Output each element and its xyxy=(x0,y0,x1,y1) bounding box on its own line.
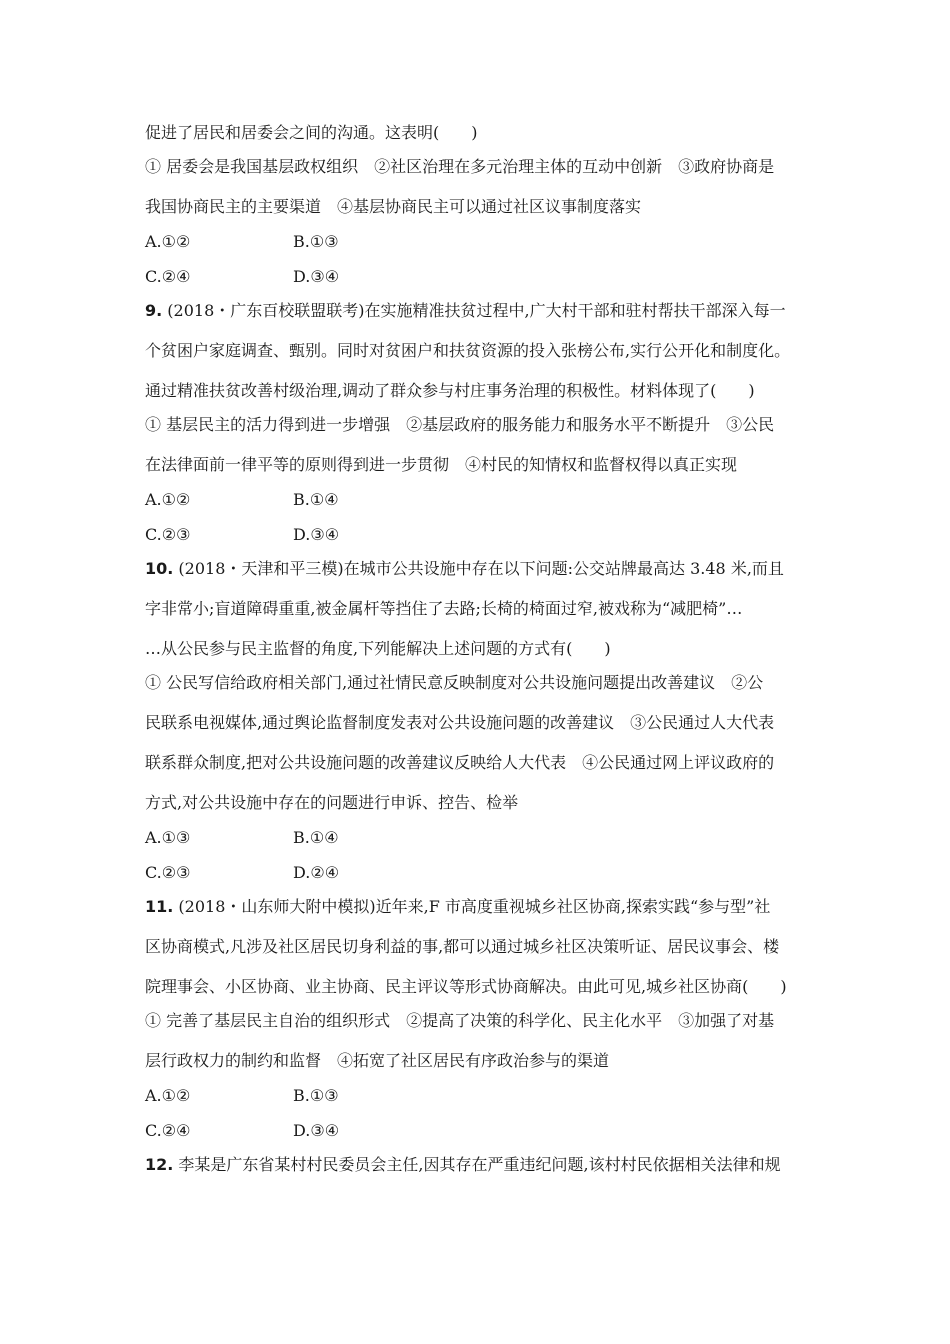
q9-number: 9. xyxy=(145,301,163,320)
q9-stem-line-3: 通过精准扶贫改善村级治理,调动了群众参与村庄事务治理的积极性。材料体现了( ) xyxy=(145,381,755,400)
q9-statements-line-2: 在法律面前一律平等的原则得到进一步贯彻 ④村民的知情权和监督权得以真正实现 xyxy=(145,455,738,474)
q8-statements-line-1: ① 居委会是我国基层政权组织 ②社区治理在多元治理主体的互动中创新 ③政府协商是 xyxy=(145,157,775,176)
q9-option-c[interactable]: C.②③ xyxy=(145,525,191,544)
q8-option-d[interactable]: D.③④ xyxy=(293,267,340,286)
q10-option-c[interactable]: C.②③ xyxy=(145,863,191,882)
q10-option-b[interactable]: B.①④ xyxy=(293,828,339,847)
q10-statements-line-3: 联系群众制度,把对公共设施问题的改善建议反映给人大代表 ④公民通过网上评议政府的 xyxy=(145,753,775,772)
q10-option-a[interactable]: A.①③ xyxy=(145,828,191,847)
q12-stem-text-1: 李某是广东省某村村民委员会主任,因其存在严重违纪问题,该村村民依据相关法律和规 xyxy=(173,1155,781,1174)
q9-option-a[interactable]: A.①② xyxy=(145,490,191,509)
q11-option-d[interactable]: D.③④ xyxy=(293,1121,340,1140)
q10-stem-line-3: …从公民参与民主监督的角度,下列能解决上述问题的方式有( ) xyxy=(145,639,611,658)
q9-options-row-1 xyxy=(145,490,810,509)
q11-option-b[interactable]: B.①③ xyxy=(293,1086,339,1105)
q11-options-row-2 xyxy=(145,1121,810,1140)
question-12 xyxy=(145,1156,810,1174)
q9-stem-line-1 xyxy=(145,302,810,320)
question-11 xyxy=(145,898,810,1140)
q11-option-a[interactable]: A.①② xyxy=(145,1086,191,1105)
q11-statements-line-2: 层行政权力的制约和监督 ④拓宽了社区居民有序政治参与的渠道 xyxy=(145,1051,610,1070)
q8-stem-tail: 促进了居民和居委会之间的沟通。这表明( ) xyxy=(145,123,478,142)
q12-number: 12. xyxy=(145,1155,174,1174)
q11-number: 11. xyxy=(145,897,174,916)
q10-statements-line-4: 方式,对公共设施中存在的问题进行申诉、控告、检举 xyxy=(145,793,519,812)
question-10 xyxy=(145,560,810,882)
q10-number: 10. xyxy=(145,559,174,578)
q11-options-row-1 xyxy=(145,1086,810,1105)
q8-option-b[interactable]: B.①③ xyxy=(293,232,339,251)
q8-options-row-2 xyxy=(145,267,810,286)
question-8 xyxy=(145,124,810,286)
q8-option-a[interactable]: A.①② xyxy=(145,232,191,251)
q11-statements-line-1: ① 完善了基层民主自治的组织形式 ②提高了决策的科学化、民主化水平 ③加强了对基 xyxy=(145,1011,775,1030)
q10-stem-line-2: 字非常小;盲道障碍重重,被金属杆等挡住了去路;长椅的椅面过窄,被戏称为“减肥椅”… xyxy=(145,599,743,618)
q10-stem-line-1 xyxy=(145,560,810,578)
q11-option-c[interactable]: C.②④ xyxy=(145,1121,191,1140)
exam-page xyxy=(145,124,810,1174)
q11-stem-text-1: (2018・山东师大附中模拟)近年来,F 市高度重视城乡社区协商,探索实践“参与型”社 xyxy=(173,897,771,916)
q10-option-d[interactable]: D.②④ xyxy=(293,863,340,882)
q11-stem-line-3: 院理事会、小区协商、业主协商、民主评议等形式协商解决。由此可见,城乡社区协商( ) xyxy=(145,977,787,996)
q12-stem-line-1 xyxy=(145,1156,810,1174)
q11-stem-line-1 xyxy=(145,898,810,916)
q10-options-row-1 xyxy=(145,828,810,847)
q10-statements-line-1: ① 公民写信给政府相关部门,通过社情民意反映制度对公共设施问题提出改善建议 ②公 xyxy=(145,673,764,692)
q9-options-row-2 xyxy=(145,525,810,544)
q10-stem-text-1: (2018・天津和平三模)在城市公共设施中存在以下问题:公交站牌最高达 3.48 米,而且 xyxy=(173,559,784,578)
q8-option-c[interactable]: C.②④ xyxy=(145,267,191,286)
q10-options-row-2 xyxy=(145,863,810,882)
q9-option-d[interactable]: D.③④ xyxy=(293,525,340,544)
q11-stem-line-2: 区协商模式,凡涉及社区居民切身利益的事,都可以通过城乡社区决策听证、居民议事会、楼 xyxy=(145,937,780,956)
q9-stem-line-2: 个贫困户家庭调查、甄别。同时对贫困户和扶贫资源的投入张榜公布,实行公开化和制度化。 xyxy=(145,341,791,360)
q8-options-row-1 xyxy=(145,232,810,251)
q8-statements-line-2: 我国协商民主的主要渠道 ④基层协商民主可以通过社区议事制度落实 xyxy=(145,197,642,216)
question-9 xyxy=(145,302,810,544)
q9-stem-text-1: (2018・广东百校联盟联考)在实施精准扶贫过程中,广大村干部和驻村帮扶干部深入每一 xyxy=(162,301,786,320)
q9-option-b[interactable]: B.①④ xyxy=(293,490,339,509)
q9-statements-line-1: ① 基层民主的活力得到进一步增强 ②基层政府的服务能力和服务水平不断提升 ③公民 xyxy=(145,415,775,434)
q10-statements-line-2: 民联系电视媒体,通过舆论监督制度发表对公共设施问题的改善建议 ③公民通过人大代表 xyxy=(145,713,775,732)
